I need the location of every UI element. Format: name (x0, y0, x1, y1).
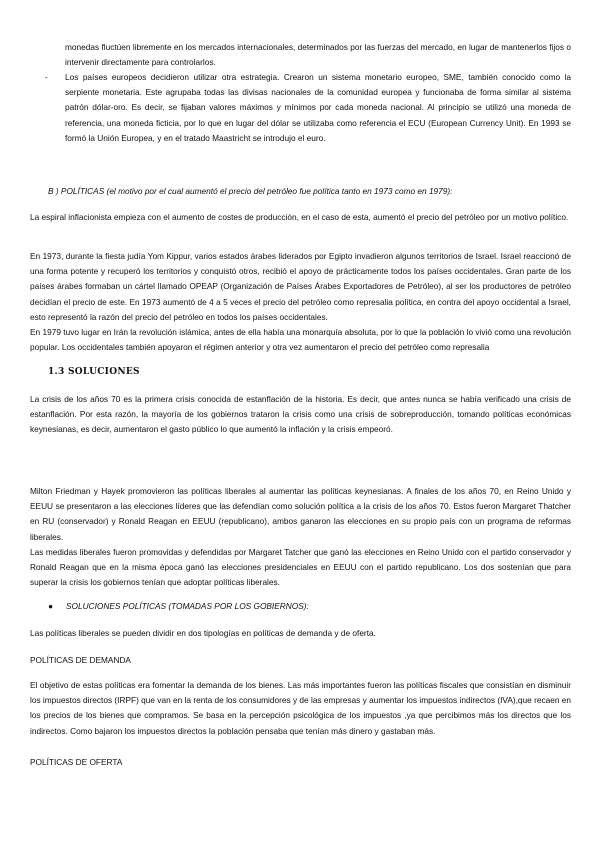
heading-demanda: POLÍTICAS DE DEMANDA (30, 655, 131, 665)
paragraph: En 1979 tuvo lugar en Irán la revolución islámica, antes de ella había una monarquía absoluta, por lo que la población lo vivió como una revolución popular. Los occidentales también apoyaron el régimen anterior y otra vez aumentaron el precio del petróleo como represalia (30, 327, 571, 353)
sub-bullet (48, 599, 309, 614)
paragraph: La crisis de los años 70 es la primera crisis conocida de estanflación de la historia. Es decir, que antes nunca se había verificado una crisis de estanflación. Por esta razón, la mayoría de los gobiernos trataron la crisis como una crisis de sobreproducción, tomando políticas económicas keynesianas, es decir, aumentaron el gasto público lo que aumentó la inflación y la crisis empeoró. (30, 394, 571, 435)
sub-bullet-text: SOLUCIONES POLÍTICAS (TOMADAS POR LOS GOBIERNOS): (66, 601, 309, 611)
paragraph: En 1973, durante la fiesta judía Yom Kippur, varios estados árabes liderados por Egipto invadieron algunos territorios de Israel. Israel reaccionó de una forma potente y recuperó los territorios y conquistó otros, recibió el apoyo de prácticamente todos los países occidentales. Gran parte de los países árabes formaban un cártel llamado OPEAP (Organización de Países Árabes Exportadores de Petróleo), al ser los productores de petróleo decidían el precio de este. En 1973 aumentó de 4 a 5 veces el precio del petróleo como represalia política, en contra del apoyo occidental a Israel, esto representó la razón del precio del petróleo en todos los países occidentales. (30, 251, 571, 322)
dash-bullet-icon: - (45, 72, 48, 82)
paragraph: El objetivo de estas políticas era fomentar la demanda de los bienes. Las más importantes fueron las políticas fiscales que consistían en disminuir los impuestos directos (IRPF) que van en la renta de los consumidores y de las empresas y aumentar los impuestos indirectos (IVA),que recaen en los precios de los bienes que compramos. Se basa en la percepción psicológica de los impuestos ,ya que percibimos más los directos que los indirectos. Como bajaron los impuestos directos la población pensaba que tenían más dinero y gastaban más. (30, 680, 571, 736)
paragraph: Las políticas liberales se pueden dividir en dos tipologías en políticas de demanda y de oferta. (30, 628, 376, 638)
paragraph: La espiral inflacionista empieza con el aumento de costes de producción, en el caso de esta, aumentó el precio del petróleo por un motivo político. (30, 212, 569, 222)
paragraph: Las medidas liberales fueron promovidas y defendidas por Margaret Tatcher que ganó las elecciones en Reino Unido con el partido conservador y Ronald Reagan que en la misma época ganó las elecciones presidenciales en EEUU con el partido republicano. Los dos sostenían que para superar la crisis los gobiernos tenían que adoptar políticas liberales. (30, 547, 571, 588)
section-title: 1.3 SOLUCIONES (48, 367, 140, 377)
heading-oferta: POLÍTICAS DE OFERTA (30, 757, 123, 767)
list-item (45, 70, 571, 146)
section-b-heading: B ) POLÍTICAS (el motivo por el cual aumentó el precio del petróleo fue política tanto en 1973 como en 1979): (48, 186, 453, 196)
intro-continuation: monedas fluctúen libremente en los mercados internacionales, determinados por las fuerzas del mercado, en lugar de mantenerlos fijos o intervenir directamente para controlarlos. (65, 42, 571, 68)
paragraph: Milton Friedman y Hayek promovieron las políticas liberales al aumentar las políticas keynesianas. A finales de los años 70, en Reino Unido y EEUU se presentaron a las elecciones líderes que las defendían como solución política a la crisis de los años 70. Estos fueron Margaret Thatcher en RU (conservador) y Ronald Reagan en EEUU (republicano), ambos ganaron las elecciones en su propio país con un programa de reformas liberales. (30, 486, 571, 542)
round-bullet-icon: ● (48, 601, 54, 611)
bullet-list (45, 70, 571, 146)
list-item-text: Los países europeos decidieron utilizar otra estrategia. Crearon un sistema monetario europeo, SME, también conocido como la serpiente monetaria. Este agrupaba todas las divisas nacionales de la comunidad europea y funcionaba de forma similar al sistema patrón dólar-oro. Es decir, se fijaban valores máximos y mínimos por cada moneda nacional. Al principio se utilizó una moneda de referencia, una moneda ficticia, por lo que en lugar del dólar se utilizaba como referencia el ECU (European Currency Unit). En 1993 se formó la Unión Europea, y en el tratado Maastricht se introdujo el euro. (65, 72, 571, 143)
